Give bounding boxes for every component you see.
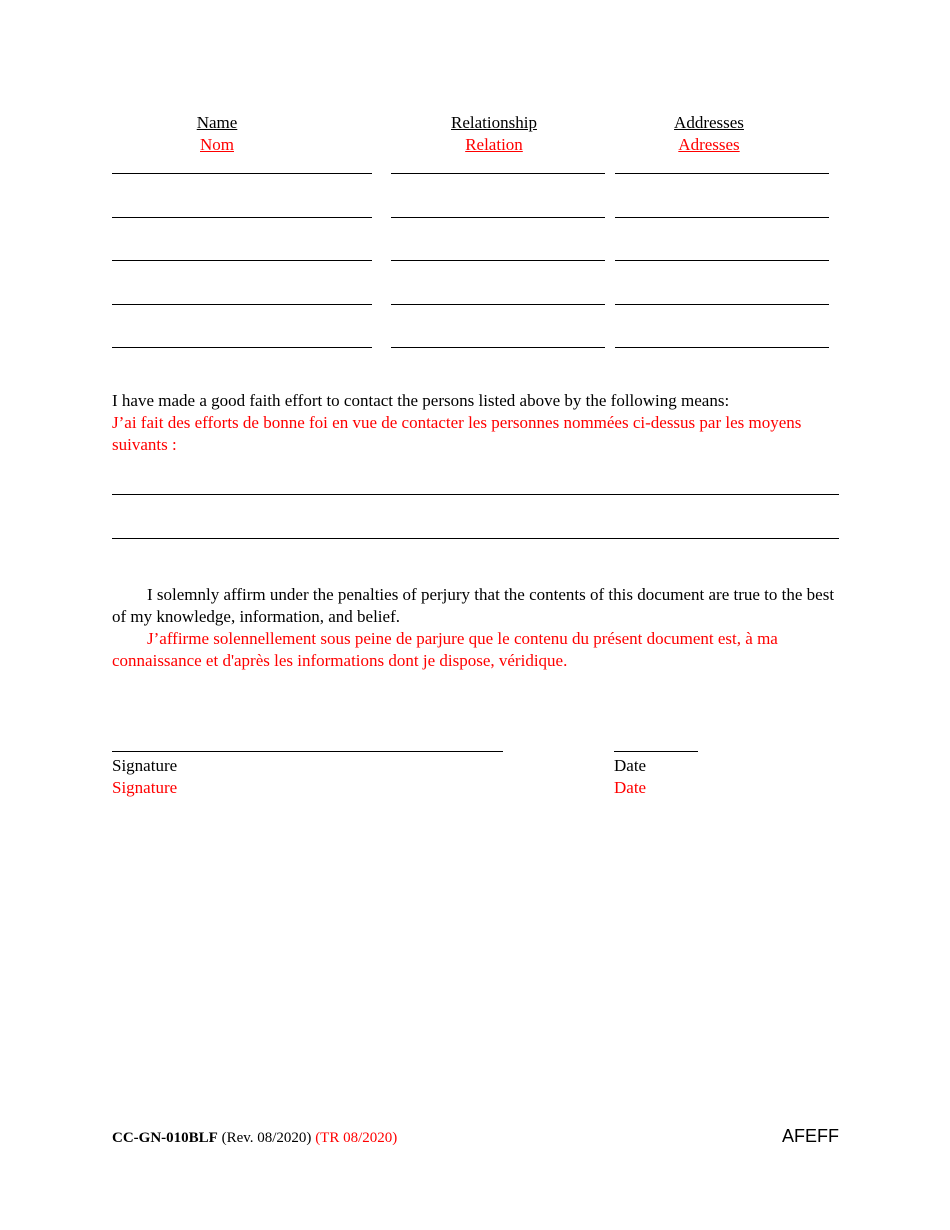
means-text-fr: J’ai fait des efforts de bonne foi en vue de contacter les personnes nommées ci-dessus par les moyens suivants : xyxy=(112,413,802,454)
header-addresses-fr: Adresses xyxy=(678,135,740,154)
relationship-field-row-2[interactable] xyxy=(391,217,605,218)
name-field-row-4[interactable] xyxy=(112,304,372,305)
header-addresses-en: Addresses xyxy=(674,113,744,132)
address-field-row-3[interactable] xyxy=(615,260,829,261)
affirmation-text-fr: J’affirme solennellement sous peine de parjure que le contenu du présent document est, à ma connaissance et d'après les informations dont je dispose, véridique. xyxy=(112,629,778,670)
name-field-row-1[interactable] xyxy=(112,173,372,174)
affirmation-text-en: I solemnly affirm under the penalties of perjury that the contents of this document are true to the best of my knowledge, information, and belief. xyxy=(112,585,835,626)
signature-label-fr: Signature xyxy=(112,778,178,797)
relationship-field-row-5[interactable] xyxy=(391,347,605,348)
address-field-row-1[interactable] xyxy=(615,173,829,174)
means-line-2[interactable] xyxy=(112,538,839,539)
header-relationship-en: Relationship xyxy=(451,113,537,132)
relationship-field-row-4[interactable] xyxy=(391,304,605,305)
address-field-row-4[interactable] xyxy=(615,304,829,305)
affirmation-paragraph xyxy=(112,584,840,672)
header-name-fr: Nom xyxy=(200,135,234,154)
form-code: CC-GN-010BLF xyxy=(112,1130,218,1146)
form-translation-revision: (TR 08/2020) xyxy=(315,1130,398,1146)
relationship-field-row-3[interactable] xyxy=(391,260,605,261)
date-label-fr: Date xyxy=(614,778,647,797)
date-label-en: Date xyxy=(614,756,647,775)
signature-label-en: Signature xyxy=(112,756,178,775)
signature-line[interactable] xyxy=(112,751,503,752)
header-relationship xyxy=(424,112,564,156)
header-name xyxy=(157,112,277,156)
form-id: AFEFF xyxy=(782,1126,839,1146)
address-field-row-5[interactable] xyxy=(615,347,829,348)
name-field-row-2[interactable] xyxy=(112,217,372,218)
address-field-row-2[interactable] xyxy=(615,217,829,218)
header-name-en: Name xyxy=(196,113,238,132)
relationship-field-row-1[interactable] xyxy=(391,173,605,174)
form-revision: (Rev. 08/2020) xyxy=(221,1130,312,1146)
name-field-row-5[interactable] xyxy=(112,347,372,348)
means-line-1[interactable] xyxy=(112,494,839,495)
form-footer xyxy=(112,1127,397,1149)
means-paragraph xyxy=(112,390,840,456)
name-field-row-3[interactable] xyxy=(112,260,372,261)
date-line[interactable] xyxy=(614,751,698,752)
signature-label xyxy=(112,755,177,799)
header-addresses xyxy=(649,112,769,156)
means-text-en: I have made a good faith effort to contact the persons listed above by the following means: xyxy=(112,391,730,410)
date-label xyxy=(614,755,646,799)
header-relationship-fr: Relation xyxy=(465,135,523,154)
